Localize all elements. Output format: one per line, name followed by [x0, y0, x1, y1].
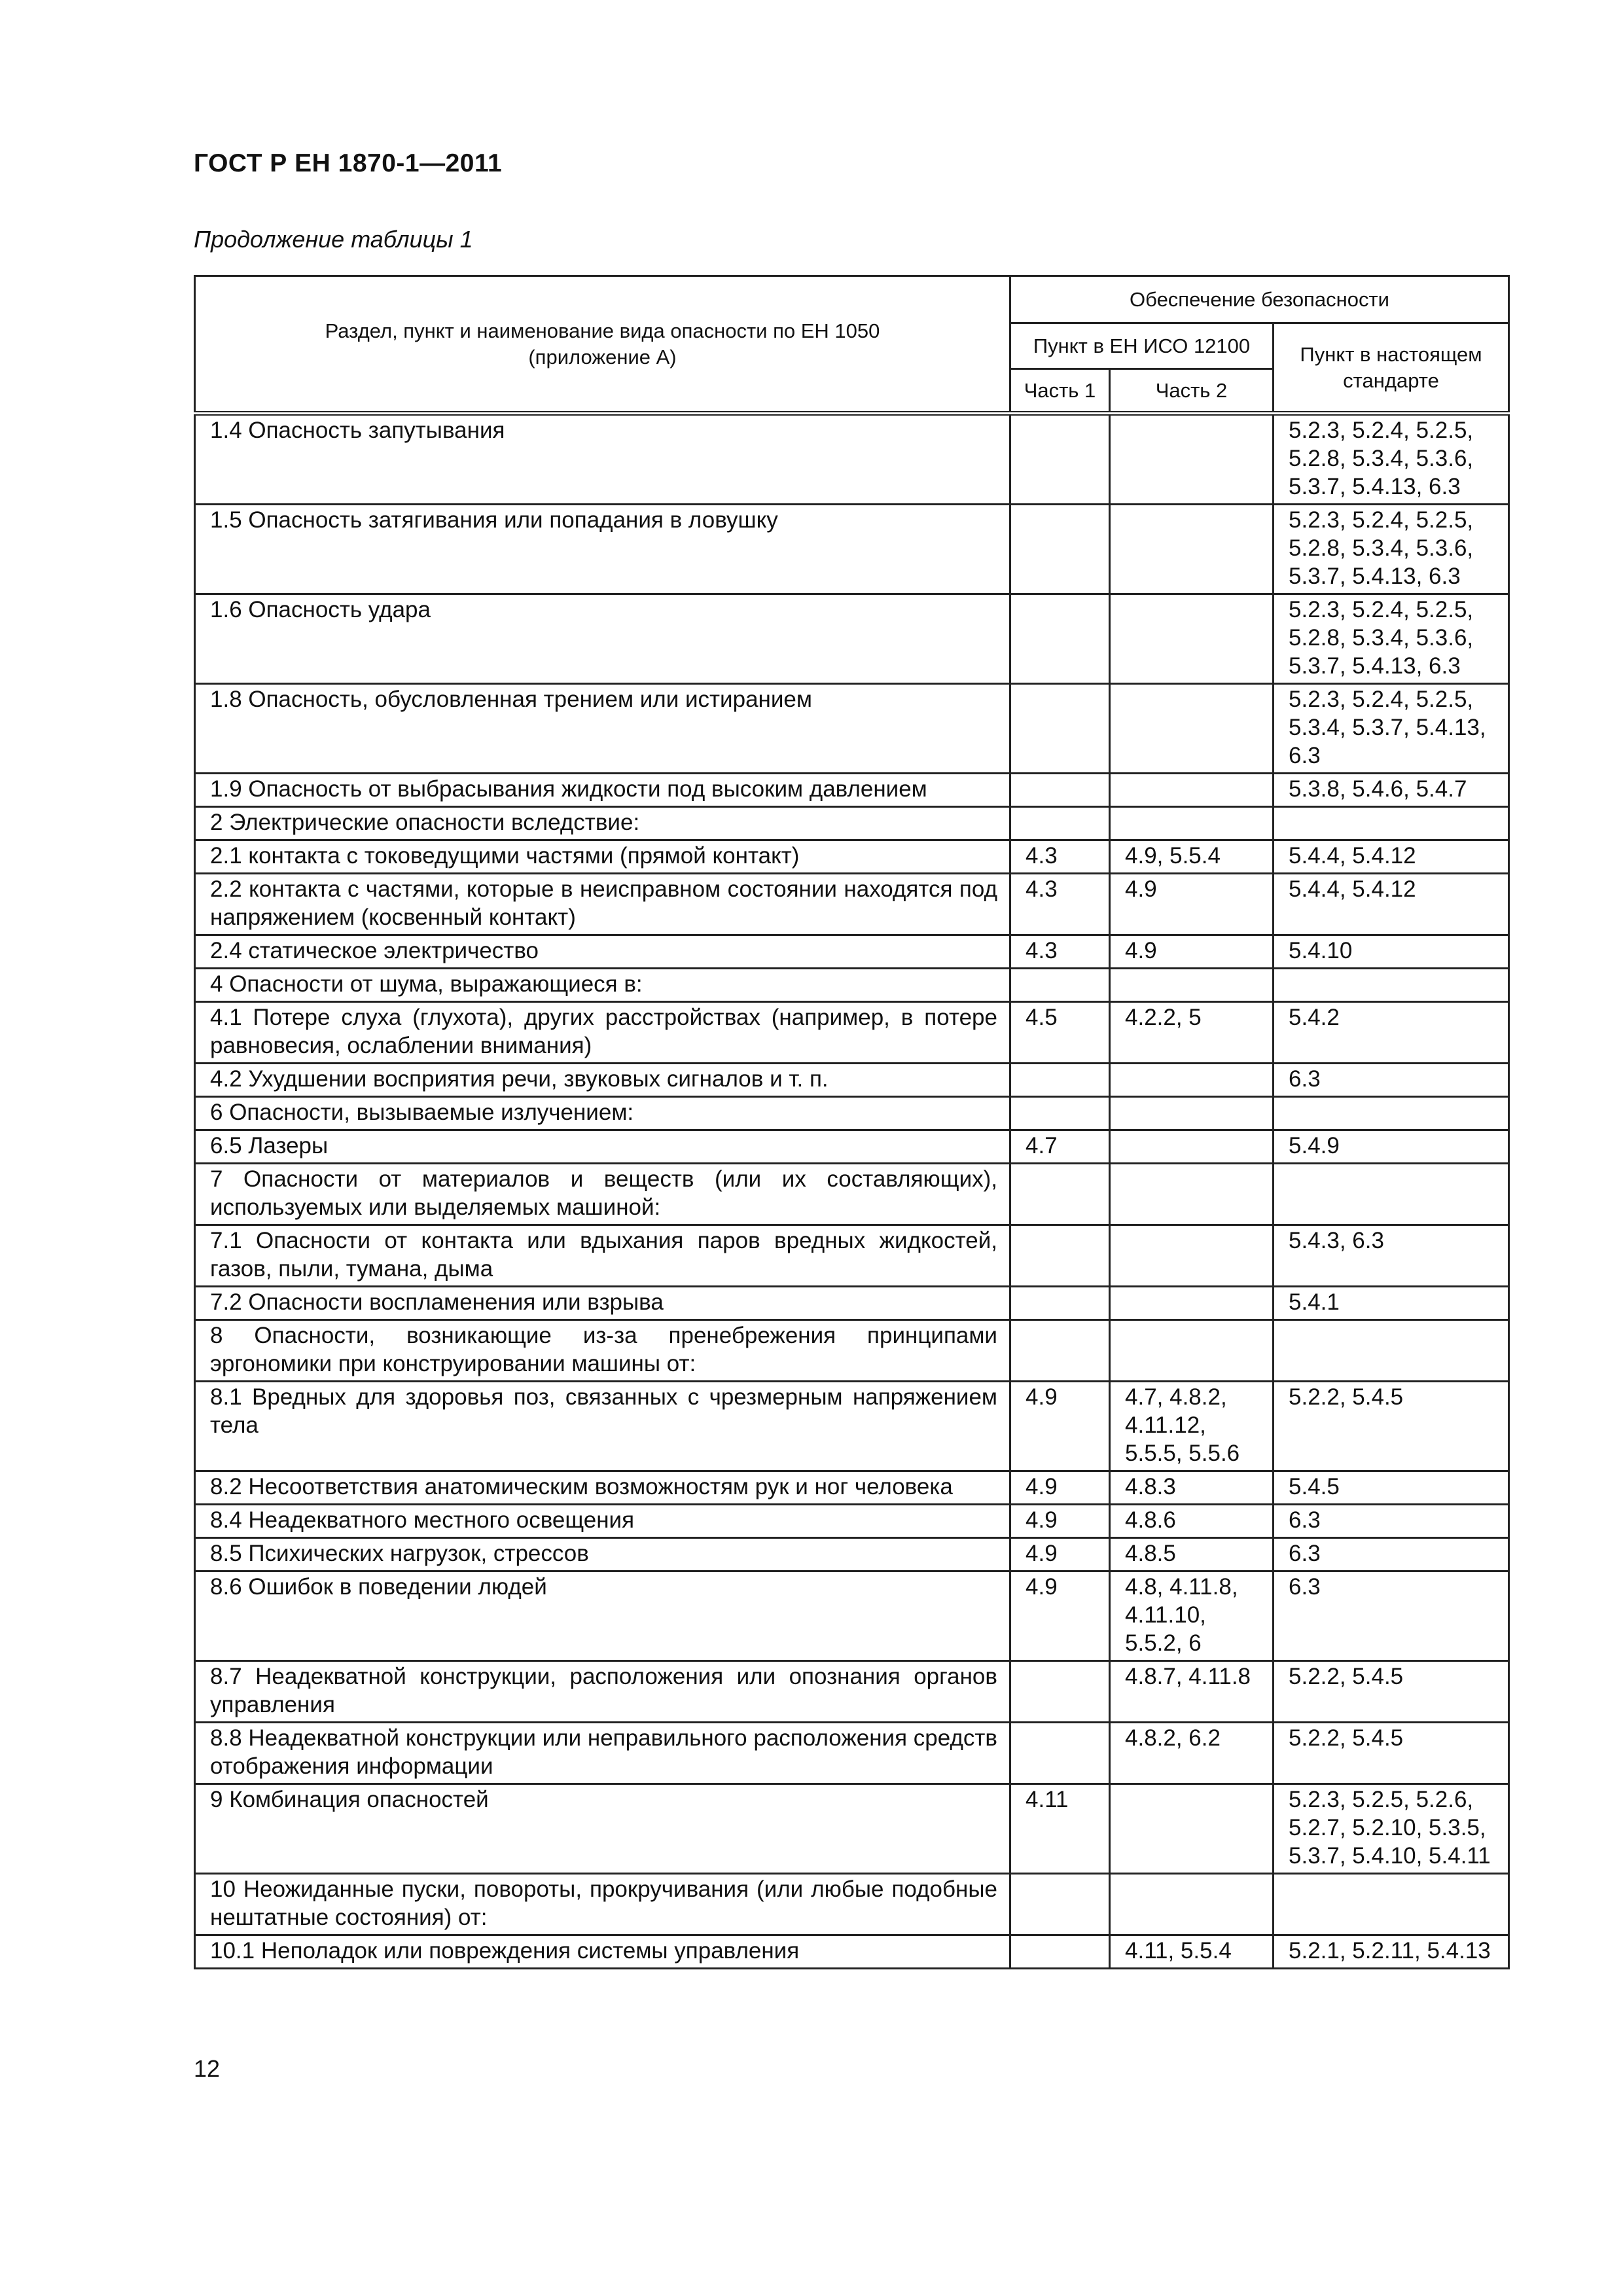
table-row	[195, 1287, 1509, 1320]
cell-hazard: 1.4 Опасность запутывания	[195, 414, 1010, 505]
cell-hazard: 8.2 Несоответствия анатомическим возможностям рук и ног человека	[195, 1471, 1010, 1505]
cell-this-standard	[1274, 807, 1509, 840]
table-row	[195, 1661, 1509, 1723]
cell-iso-part-1	[1010, 1320, 1110, 1382]
cell-hazard: 2 Электрические опасности вследствие:	[195, 807, 1010, 840]
cell-hazard: 7 Опасности от материалов и веществ (или их составляющих), используемых или выделяемых машиной:	[195, 1164, 1010, 1225]
cell-this-standard: 5.2.2, 5.4.5	[1274, 1382, 1509, 1471]
cell-hazard: 1.8 Опасность, обусловленная трением или истиранием	[195, 684, 1010, 774]
cell-iso-part-1: 4.3	[1010, 935, 1110, 969]
cell-this-standard: 5.2.2, 5.4.5	[1274, 1723, 1509, 1784]
cell-iso-part-2	[1110, 1164, 1274, 1225]
cell-iso-part-2: 4.9, 5.5.4	[1110, 840, 1274, 874]
cell-iso-part-2	[1110, 1097, 1274, 1130]
cell-hazard: 8 Опасности, возникающие из-за пренебрежения принципами эргономики при конструировании машины от:	[195, 1320, 1010, 1382]
table-row	[195, 1505, 1509, 1538]
cell-this-standard: 5.2.3, 5.2.4, 5.2.5, 5.2.8, 5.3.4, 5.3.6, 5.3.7, 5.4.13, 6.3	[1274, 505, 1509, 594]
cell-hazard: 8.8 Неадекватной конструкции или неправильного расположения средств отображения информации	[195, 1723, 1010, 1784]
cell-iso-part-1	[1010, 1935, 1110, 1969]
cell-iso-part-1	[1010, 807, 1110, 840]
table-row	[195, 1320, 1509, 1382]
cell-this-standard	[1274, 1164, 1509, 1225]
cell-hazard: 1.6 Опасность удара	[195, 594, 1010, 684]
table-row	[195, 1471, 1509, 1505]
cell-iso-part-1	[1010, 1661, 1110, 1723]
cell-iso-part-1	[1010, 1225, 1110, 1287]
header-part-2: Часть 2	[1110, 369, 1274, 414]
table-row	[195, 594, 1509, 684]
cell-hazard: 6 Опасности, вызываемые излучением:	[195, 1097, 1010, 1130]
table-row	[195, 1164, 1509, 1225]
cell-iso-part-2	[1110, 1064, 1274, 1097]
table-row	[195, 1097, 1509, 1130]
page-number: 12	[194, 2055, 221, 2082]
table-row	[195, 1571, 1509, 1661]
cell-this-standard: 5.4.1	[1274, 1287, 1509, 1320]
table-row	[195, 969, 1509, 1002]
cell-iso-part-2	[1110, 505, 1274, 594]
cell-hazard: 2.1 контакта с токоведущими частями (прямой контакт)	[195, 840, 1010, 874]
cell-this-standard: 5.2.3, 5.2.4, 5.2.5, 5.3.4, 5.3.7, 5.4.13, 6.3	[1274, 684, 1509, 774]
cell-this-standard: 5.2.2, 5.4.5	[1274, 1661, 1509, 1723]
cell-iso-part-2: 4.8.2, 6.2	[1110, 1723, 1274, 1784]
cell-iso-part-2	[1110, 1130, 1274, 1164]
cell-iso-part-1	[1010, 1723, 1110, 1784]
table-row	[195, 1538, 1509, 1571]
table-row	[195, 1064, 1509, 1097]
table-caption: Продолжение таблицы 1	[194, 226, 473, 253]
table-row	[195, 1225, 1509, 1287]
cell-iso-part-1	[1010, 1164, 1110, 1225]
cell-iso-part-1	[1010, 1874, 1110, 1935]
cell-iso-part-1: 4.9	[1010, 1471, 1110, 1505]
cell-hazard: 7.1 Опасности от контакта или вдыхания паров вредных жидкостей, газов, пыли, тумана, дыма	[195, 1225, 1010, 1287]
cell-iso-part-2	[1110, 1225, 1274, 1287]
cell-this-standard	[1274, 1097, 1509, 1130]
table-row	[195, 774, 1509, 807]
table-row	[195, 1002, 1509, 1064]
cell-hazard: 2.4 статическое электричество	[195, 935, 1010, 969]
cell-iso-part-1: 4.11	[1010, 1784, 1110, 1874]
table-row	[195, 1935, 1509, 1969]
cell-this-standard: 5.4.5	[1274, 1471, 1509, 1505]
cell-iso-part-2	[1110, 1784, 1274, 1874]
cell-iso-part-1	[1010, 594, 1110, 684]
header-part-1: Часть 1	[1010, 369, 1110, 414]
cell-iso-part-1: 4.3	[1010, 840, 1110, 874]
cell-iso-part-1	[1010, 774, 1110, 807]
cell-iso-part-1	[1010, 684, 1110, 774]
header-iso-12100: Пункт в ЕН ИСО 12100	[1010, 323, 1274, 369]
cell-iso-part-2: 4.11, 5.5.4	[1110, 1935, 1274, 1969]
cell-this-standard: 5.2.1, 5.2.11, 5.4.13	[1274, 1935, 1509, 1969]
cell-this-standard: 5.4.4, 5.4.12	[1274, 840, 1509, 874]
cell-iso-part-2: 4.8.6	[1110, 1505, 1274, 1538]
cell-this-standard	[1274, 1320, 1509, 1382]
cell-this-standard: 5.2.3, 5.2.4, 5.2.5, 5.2.8, 5.3.4, 5.3.6, 5.3.7, 5.4.13, 6.3	[1274, 414, 1509, 505]
cell-hazard: 7.2 Опасности воспламенения или взрыва	[195, 1287, 1010, 1320]
cell-hazard: 4.1 Потере слуха (глухота), других расстройствах (например, в потере равновесия, ослаблении внимания)	[195, 1002, 1010, 1064]
cell-iso-part-2	[1110, 1320, 1274, 1382]
cell-iso-part-1	[1010, 1287, 1110, 1320]
table-row	[195, 1723, 1509, 1784]
cell-this-standard: 5.4.10	[1274, 935, 1509, 969]
table-row	[195, 684, 1509, 774]
cell-iso-part-1: 4.9	[1010, 1571, 1110, 1661]
cell-this-standard: 5.3.8, 5.4.6, 5.4.7	[1274, 774, 1509, 807]
hazards-table-container	[194, 275, 1508, 1969]
cell-iso-part-2: 4.9	[1110, 874, 1274, 935]
table-row	[195, 1784, 1509, 1874]
cell-iso-part-2: 4.9	[1110, 935, 1274, 969]
cell-this-standard: 5.4.9	[1274, 1130, 1509, 1164]
table-row	[195, 1130, 1509, 1164]
cell-iso-part-2	[1110, 414, 1274, 505]
cell-iso-part-1	[1010, 414, 1110, 505]
cell-this-standard: 5.4.3, 6.3	[1274, 1225, 1509, 1287]
cell-iso-part-1: 4.3	[1010, 874, 1110, 935]
cell-iso-part-1	[1010, 505, 1110, 594]
cell-iso-part-2: 4.8.5	[1110, 1538, 1274, 1571]
cell-iso-part-2	[1110, 684, 1274, 774]
table-row	[195, 935, 1509, 969]
cell-this-standard: 5.4.2	[1274, 1002, 1509, 1064]
table-row	[195, 874, 1509, 935]
cell-hazard: 8.1 Вредных для здоровья поз, связанных с чрезмерным напряжением тела	[195, 1382, 1010, 1471]
cell-iso-part-1	[1010, 969, 1110, 1002]
cell-iso-part-1	[1010, 1064, 1110, 1097]
cell-iso-part-2	[1110, 969, 1274, 1002]
cell-iso-part-1: 4.9	[1010, 1538, 1110, 1571]
cell-hazard: 4.2 Ухудшении восприятия речи, звуковых сигналов и т. п.	[195, 1064, 1010, 1097]
header-this-standard: Пункт в настоящем стандарте	[1274, 323, 1509, 414]
cell-iso-part-2: 4.8, 4.11.8, 4.11.10, 5.5.2, 6	[1110, 1571, 1274, 1661]
table-row	[195, 1382, 1509, 1471]
cell-hazard: 8.7 Неадекватной конструкции, расположения или опознания органов управления	[195, 1661, 1010, 1723]
cell-hazard: 10 Неожиданные пуски, повороты, прокручивания (или любые подобные нештатные состояния) от:	[195, 1874, 1010, 1935]
cell-hazard: 1.5 Опасность затягивания или попадания в ловушку	[195, 505, 1010, 594]
cell-this-standard: 6.3	[1274, 1571, 1509, 1661]
cell-hazard: 1.9 Опасность от выбрасывания жидкости под высоким давлением	[195, 774, 1010, 807]
cell-hazard: 9 Комбинация опасностей	[195, 1784, 1010, 1874]
hazards-table	[194, 275, 1510, 1969]
cell-hazard: 6.5 Лазеры	[195, 1130, 1010, 1164]
header-safety: Обеспечение безопасности	[1010, 276, 1509, 323]
cell-hazard: 2.2 контакта с частями, которые в неисправном состоянии находятся под напряжением (косвенный контакт)	[195, 874, 1010, 935]
cell-iso-part-1: 4.7	[1010, 1130, 1110, 1164]
cell-iso-part-1: 4.5	[1010, 1002, 1110, 1064]
cell-iso-part-2: 4.8.3	[1110, 1471, 1274, 1505]
cell-this-standard: 5.2.3, 5.2.4, 5.2.5, 5.2.8, 5.3.4, 5.3.6, 5.3.7, 5.4.13, 6.3	[1274, 594, 1509, 684]
table-row	[195, 505, 1509, 594]
table-row	[195, 414, 1509, 505]
cell-iso-part-2: 4.2.2, 5	[1110, 1002, 1274, 1064]
cell-iso-part-2	[1110, 594, 1274, 684]
cell-this-standard: 5.4.4, 5.4.12	[1274, 874, 1509, 935]
table-row	[195, 807, 1509, 840]
table-row	[195, 840, 1509, 874]
table-row	[195, 1874, 1509, 1935]
cell-hazard: 8.6 Ошибок в поведении людей	[195, 1571, 1010, 1661]
cell-this-standard: 6.3	[1274, 1064, 1509, 1097]
table-body	[195, 414, 1509, 1969]
cell-hazard: 10.1 Неполадок или повреждения системы управления	[195, 1935, 1010, 1969]
cell-hazard: 8.4 Неадекватного местного освещения	[195, 1505, 1010, 1538]
cell-iso-part-1: 4.9	[1010, 1505, 1110, 1538]
cell-iso-part-2	[1110, 1287, 1274, 1320]
cell-iso-part-1: 4.9	[1010, 1382, 1110, 1471]
cell-this-standard: 6.3	[1274, 1538, 1509, 1571]
cell-iso-part-2	[1110, 807, 1274, 840]
cell-this-standard: 5.2.3, 5.2.5, 5.2.6, 5.2.7, 5.2.10, 5.3.5, 5.3.7, 5.4.10, 5.4.11	[1274, 1784, 1509, 1874]
cell-iso-part-2: 4.7, 4.8.2, 4.11.12, 5.5.5, 5.5.6	[1110, 1382, 1274, 1471]
cell-iso-part-1	[1010, 1097, 1110, 1130]
header-hazard-section: Раздел, пункт и наименование вида опасности по ЕН 1050 (приложение А)	[195, 276, 1010, 414]
cell-this-standard: 6.3	[1274, 1505, 1509, 1538]
cell-hazard: 4 Опасности от шума, выражающиеся в:	[195, 969, 1010, 1002]
cell-this-standard	[1274, 1874, 1509, 1935]
cell-this-standard	[1274, 969, 1509, 1002]
table-header	[195, 276, 1509, 414]
cell-iso-part-2	[1110, 1874, 1274, 1935]
cell-hazard: 8.5 Психических нагрузок, стрессов	[195, 1538, 1010, 1571]
cell-iso-part-2: 4.8.7, 4.11.8	[1110, 1661, 1274, 1723]
cell-iso-part-2	[1110, 774, 1274, 807]
document-header: ГОСТ Р ЕН 1870-1—2011	[194, 149, 503, 177]
